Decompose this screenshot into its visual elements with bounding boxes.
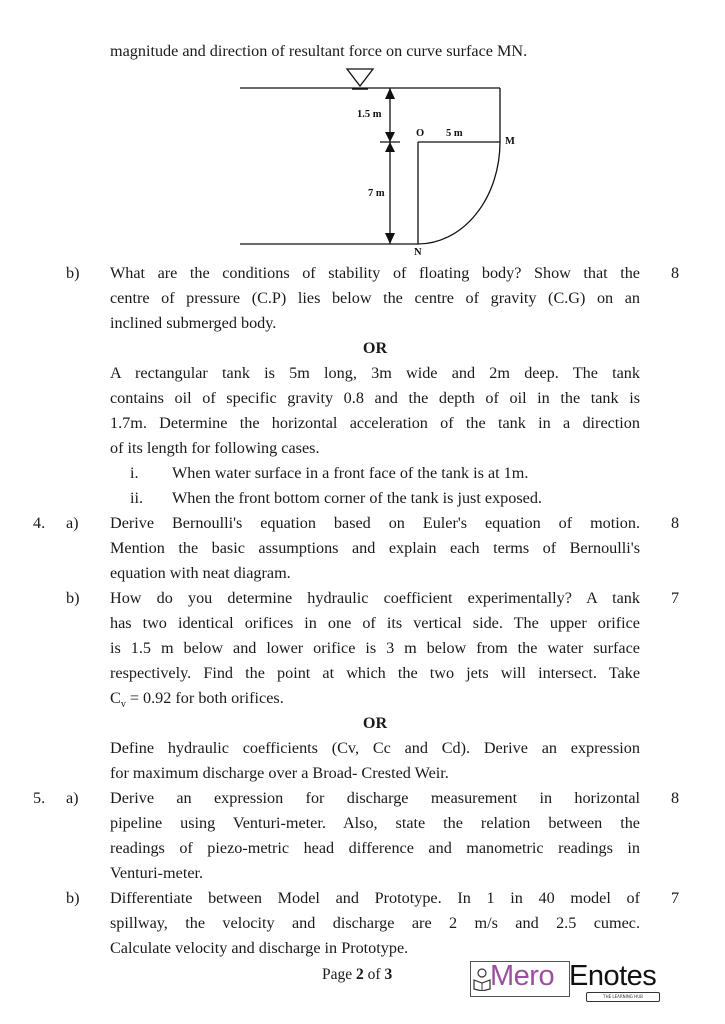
question-line: Mention the basic assumptions and explain each terms of Bernoulli's — [110, 539, 640, 557]
question-line: A rectangular tank is 5m long, 3m wide and 2m deep. The tank — [110, 364, 640, 382]
marks: 8 — [671, 264, 680, 282]
question-part: a) — [66, 514, 79, 532]
question-line: Derive an expression for discharge measurement in horizontal — [110, 789, 640, 807]
label-5m: 5 m — [446, 128, 463, 139]
logo-text-enotes: Enotes — [569, 960, 657, 992]
question-line: 1.7m. Determine the horizontal acceleration of the tank in a direction — [110, 414, 640, 432]
water-surface-icon — [347, 69, 373, 89]
question-line: pipeline using Venturi-meter. Also, state the relation between the — [110, 814, 640, 832]
question-line: Differentiate between Model and Prototype. In 1 in 40 model of — [110, 889, 640, 907]
question-part: b) — [66, 589, 80, 607]
question-part: b) — [66, 264, 80, 282]
or-divider: OR — [362, 339, 388, 357]
case-text: When the front bottom corner of the tank is just exposed. — [172, 489, 542, 507]
question-line: How do you determine hydraulic coefficient experimentally? A tank — [110, 589, 640, 607]
cv-line — [110, 688, 284, 715]
question-part: b) — [66, 889, 80, 907]
marks: 8 — [671, 789, 680, 807]
marks: 7 — [671, 589, 680, 607]
question-line: has two identical orifices in one of its vertical side. The upper orifice — [110, 614, 640, 632]
question-line: respectively. Find the point at which the two jets will intersect. Take — [110, 664, 640, 682]
question-line: is 1.5 m below and lower orifice is 3 m below from the water surface — [110, 639, 640, 657]
question-line: What are the conditions of stability of floating body? Show that the — [110, 264, 640, 282]
page-current: 2 — [356, 966, 364, 983]
question-line: Venturi-meter. — [110, 864, 204, 882]
or-divider: OR — [362, 714, 388, 732]
label-n: N — [414, 247, 422, 258]
question-line: inclined submerged body. — [110, 314, 277, 332]
label-o: O — [416, 128, 425, 139]
case-number: i. — [130, 464, 139, 482]
cv-symbol: C — [110, 689, 121, 707]
page-number — [322, 966, 392, 984]
curved-surface-diagram — [230, 62, 530, 258]
question-line: Derive Bernoulli's equation based on Euler's equation of motion. — [110, 514, 640, 532]
question-line: for maximum discharge over a Broad- Crested Weir. — [110, 764, 449, 782]
meroenotes-logo — [468, 957, 668, 1003]
page-of: of — [363, 966, 385, 983]
question-number: 4. — [33, 514, 46, 532]
label-7m: 7 m — [368, 188, 385, 199]
label-m: M — [505, 136, 515, 147]
cv-subscript: v — [120, 699, 126, 711]
question-line: of its length for following cases. — [110, 439, 320, 457]
question-line: spillway, the velocity and discharge are 2 m/s and 2.5 cumec. — [110, 914, 640, 932]
marks: 8 — [671, 514, 680, 532]
label-1-5m: 1.5 m — [357, 109, 382, 120]
question-line: contains oil of specific gravity 0.8 and the depth of oil in the tank is — [110, 389, 640, 407]
reader-book-icon — [472, 967, 492, 991]
page-prefix: Page — [322, 966, 357, 983]
case-number: ii. — [130, 489, 144, 507]
question-part: a) — [66, 789, 79, 807]
page-total: 3 — [384, 966, 393, 983]
question-line: Define hydraulic coefficients (Cv, Cc and Cd). Derive an expression — [110, 739, 640, 757]
logo-text-mero: Mero — [490, 960, 555, 992]
question-line: readings of piezo-metric head difference and manometric readings in — [110, 839, 640, 857]
marks: 7 — [671, 889, 680, 907]
question-line: equation with neat diagram. — [110, 564, 291, 582]
question-line: Calculate velocity and discharge in Prototype. — [110, 939, 409, 957]
question-number: 5. — [33, 789, 46, 807]
case-text: When water surface in a front face of the tank is at 1m. — [172, 464, 529, 482]
question-line: centre of pressure (C.P) lies below the centre of gravity (C.G) on an — [110, 289, 640, 307]
cv-value: = 0.92 for both orifices. — [125, 689, 284, 707]
logo-tagline: THE LEARNING HUB — [586, 992, 660, 1002]
intro-line: magnitude and direction of resultant force on curve surface MN. — [110, 42, 528, 60]
